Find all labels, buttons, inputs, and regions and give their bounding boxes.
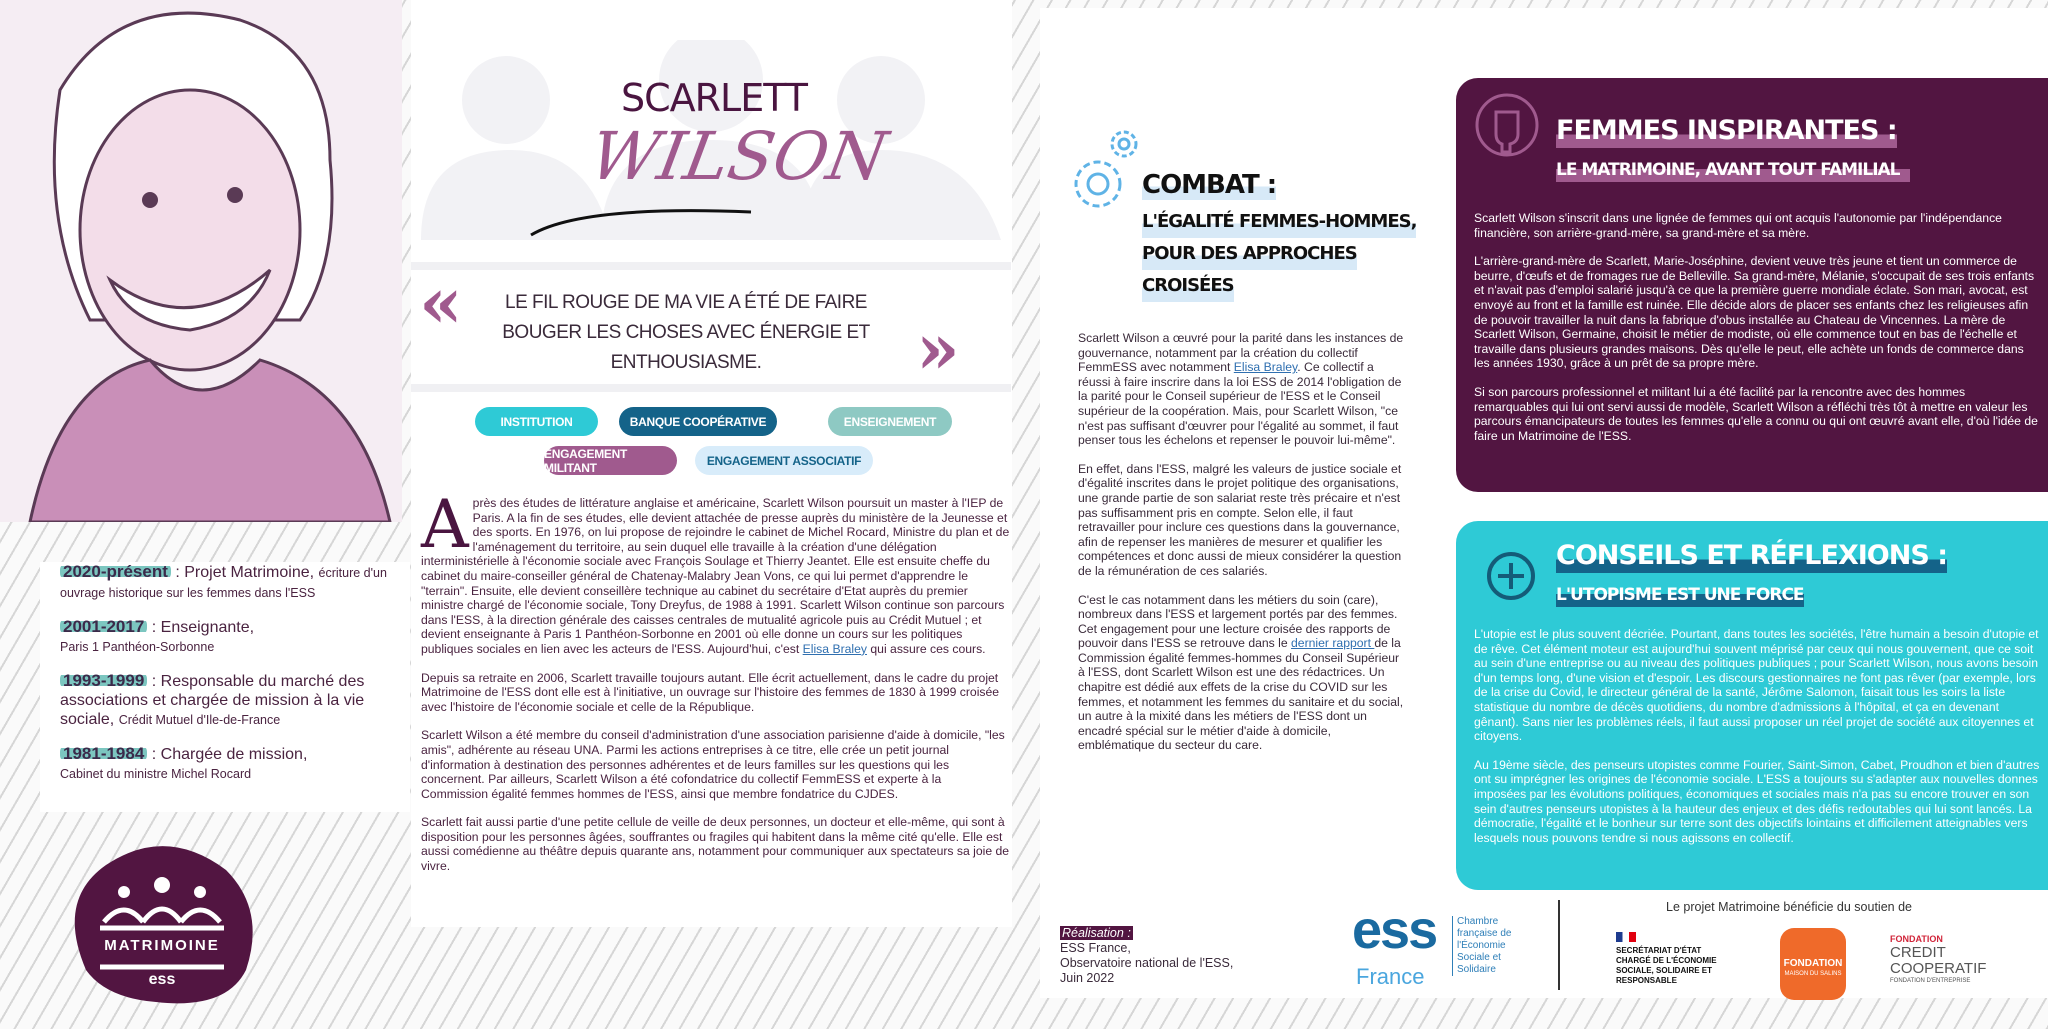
fondation-maison-salins-logo bbox=[1780, 928, 1846, 1000]
timeline-role: Projet Matrimoine, bbox=[184, 564, 315, 581]
bio-paragraph-3: Scarlett Wilson a été membre du conseil d'administration d'une association parisienne d'aide à domicile, "les amis", adhérente au réseau UNA. Parmi les actions entreprises à ce titre, elle crée un petit journal d'information à destination des personnes adhérentes et de leurs familles sur les questions qui les concernent. Par ailleurs, Scarlett Wilson a été cofondatrice du collectif FemmESS et experte à la Commission égalité femmes hommes de l'ESS, ainsi que membre fondatrice du CJDES. bbox=[421, 728, 1005, 801]
ess-logo-description: Chambre française de l'Économie Sociale et Solidaire bbox=[1452, 916, 1517, 976]
combat-subtitle-line: CROISÉES bbox=[1142, 270, 1234, 302]
career-timeline bbox=[40, 562, 410, 812]
footer-divider bbox=[1558, 900, 1560, 990]
combat-subtitle-line: POUR DES APPROCHES bbox=[1142, 238, 1357, 270]
femmes-subtitle: LE MATRIMOINE, AVANT TOUT FAMILIAL bbox=[1556, 158, 1910, 182]
quote-text: LE FIL ROUGE DE MA VIE A ÉTÉ DE FAIRE BOUGER LES CHOSES AVEC ÉNERGIE ET ENTHOUSIASME. bbox=[502, 292, 870, 373]
ess-france-logo bbox=[1352, 902, 1517, 997]
fondation-label: FONDATION bbox=[1783, 958, 1843, 969]
close-quote-icon: » bbox=[916, 307, 960, 390]
underline-swoosh-icon bbox=[521, 200, 761, 240]
timeline-item: 2001-2017 : Enseignante, Paris 1 Panthéon-Sorbonne bbox=[60, 617, 255, 654]
fondation-sub: MAISON DU SALINS bbox=[1784, 971, 1842, 977]
tag-engagement-associatif[interactable]: ENGAGEMENT ASSOCIATIF bbox=[695, 446, 873, 475]
tag-engagement-militant[interactable]: ENGAGEMENT MILITANT bbox=[544, 446, 677, 475]
conseils-title: CONSEILS ET RÉFLEXIONS : bbox=[1556, 540, 1947, 571]
biography-text bbox=[421, 486, 1011, 888]
dernier-rapport-link[interactable]: dernier rapport bbox=[1291, 636, 1375, 651]
center-column bbox=[411, 0, 1012, 927]
plus-circle-icon bbox=[1486, 551, 1536, 601]
secretariat-logo bbox=[1616, 932, 1736, 986]
bio-paragraph-1-end: qui assure ces cours. bbox=[867, 641, 986, 656]
timeline-role: Enseignante, bbox=[160, 619, 255, 636]
timeline-years: 2001-2017 bbox=[60, 617, 147, 636]
first-name: SCARLETT bbox=[621, 76, 807, 120]
femmes-paragraph: L'arrière-grand-mère de Scarlett, Marie-Joséphine, devient veuve très jeune et tient un commerce de beurre, d'œufs et de fromages rue de Belleville. Sa grand-mère, Mélanie, s'occupait de ses trois enfants et n'avait pas d'emploi salarié jusqu'à ce que la première guerre mondiale éclate. Son mari, avocat, est envoyé au front et la famille est ruinée. Elle décide alors de placer ses enfants chez les religieuses afin de pouvoir travailler la nuit dans la fabrique d'obus installée au Chateau de Vincennes. La mère de Scarlett Wilson, Germaine, choisit le métier de modiste, où elle commence tout en bas de l'échelle et travaille dans plusieurs grandes maisons. Dès qu'elle le peut, elle achète un fonds de commerce dans les années 1930, grâce à un prêt de sa propre mère. bbox=[1474, 254, 2035, 371]
timeline-role: Responsable du marché des associations et chargée de mission à la vie sociale, bbox=[60, 673, 365, 728]
credits bbox=[1060, 926, 1233, 986]
last-name: WILSON bbox=[584, 118, 893, 195]
combat-title: COMBAT : bbox=[1142, 170, 1277, 200]
tag-enseignement[interactable]: ENSEIGNEMENT bbox=[828, 407, 952, 436]
combat-paragraph-1-end: . Ce collectif a réussi à faire inscrire dans la loi ESS de 2014 l'obligation de la parité pour le Conseil supérieur de l'ESS et le Conseil supérieur de la coopération. Mais, pour Scarlett Wilson, "ce n'est pas suffisant d'œuvrer pour l'égalité au sommet, il faut penser tous les échelons et repenser le pouvoir lui-même". bbox=[1078, 360, 1402, 448]
combat-paragraph-3-end: de la Commission égalité femmes-hommes du Conseil Supérieur à l'ESS, dont Scarlett Wilson est une des rédactrices. Un chapitre est dédié aux effets de la crise du COVID sur les femmes, et notamment les femmes du sanitaire et du social, un autre à la mixité dans les métiers de l'ESS dont un encadré spécial sur le métier d'aide à domicile, emblématique du secteur du care. bbox=[1078, 636, 1404, 753]
elisa-braley-link[interactable]: Elisa Braley bbox=[802, 641, 867, 656]
raised-fist-icon bbox=[1474, 92, 1540, 158]
timeline-detail: écriture d'un ouvrage historique sur les femmes dans l'ESS bbox=[60, 566, 387, 600]
drop-cap: A bbox=[421, 486, 469, 563]
tag-banque-cooperative[interactable]: BANQUE COOPÉRATIVE bbox=[619, 407, 777, 436]
timeline-item: 2020-présent : Projet Matrimoine, écriture d'un ouvrage historique sur les femmes dans l'ESS bbox=[60, 562, 387, 600]
conseils-paragraph: Au 19ème siècle, des penseurs utopistes comme Fourier, Saint-Simon, Cabet, Proudhon et bien d'autres ont su imprégner les origines de l'économie sociale. L'ESS a toujours su s'adapter aux nouvelles donnes imposées par les évolutions politiques, économiques et sociales mais n'a pas su encore trouver en son sein d'autres penseurs utopistes à la hauteur des enjeux et des défis redoutables qui lui sont lancés. La démocratie, l'égalité et le bonheur sur terre sont des objectifs lointains et difficilement atteignables vers lesquels nous pouvons tendre si nous agissons en collectif. bbox=[1474, 757, 2040, 845]
credits-line: ESS France, bbox=[1060, 941, 1131, 955]
portrait-illustration bbox=[0, 0, 402, 522]
combat-text bbox=[1078, 331, 1404, 767]
timeline-detail: Crédit Mutuel d'Ile-de-France bbox=[118, 713, 281, 727]
open-quote-icon: « bbox=[419, 261, 463, 344]
timeline-item: 1981-1984 : Chargée de mission, Cabinet du ministre Michel Rocard bbox=[60, 744, 308, 781]
femmes-title: FEMMES INSPIRANTES : bbox=[1556, 115, 1897, 146]
credits-date: Juin 2022 bbox=[1060, 971, 1115, 985]
support-label: Le projet Matrimoine bénéficie du soutien de bbox=[1666, 900, 1912, 914]
fondation-label: FONDATION bbox=[1890, 934, 1943, 944]
fondation-sub: FONDATION D'ENTREPRISE bbox=[1890, 978, 1971, 984]
portrait-drawing bbox=[0, 0, 402, 522]
ess-logo-france: France bbox=[1356, 964, 1425, 989]
conseils-paragraph: L'utopie est le plus souvent décriée. Pourtant, dans toutes les sociétés, l'être humain a besoin d'utopie et de rêve. Cet élément moteur est aujourd'hui souvent méprisé par ceux qui nous gouvernent, que ce soit au sein d'une entreprise ou au niveau des politiques publiques ; pour Scarlett Wilson, nous avons besoin d'un temps long, d'une vision et d'espoir. Les discours gestionnaires ne font pas rêver (par exemple, lors de la crise du Covid, le directeur général de la santé, Jérôme Salomon, faisait tous les soirs la liste statistique du nombre de décès quotidiens, du nombre d'admissions à l'hôpital, et ça en devenant gênant). Sans nier les problèmes réels, il faut aussi proposer un réel projet de société aux citoyennes et citoyens. bbox=[1474, 627, 2039, 744]
fondation-credit-cooperatif-logo bbox=[1890, 934, 2010, 985]
credit-cooperatif-name: CREDIT COOPERATIF bbox=[1890, 944, 1987, 977]
secretariat-text: SECRÉTARIAT D'ÉTAT CHARGÉ DE L'ÉCONOMIE SOCIALE, SOLIDAIRE ET RESPONSABLE bbox=[1616, 946, 1717, 985]
timeline-years: 2020-présent bbox=[60, 562, 171, 581]
femmes-paragraph: Si son parcours professionnel et militant lui a été facilité par la rencontre avec des hommes remarquables qui lui ont servi aussi de modèle, Scarlett Wilson a réfléchi très tôt à mettre en valeur les parcours émancipateurs de toutes les femmes qu'elle a connu ou qui ont œuvré avant elle, d'où l'idée de faire un Matrimoine de l'ESS. bbox=[1474, 384, 2038, 443]
credits-line: Observatoire national de l'ESS, bbox=[1060, 956, 1234, 970]
combat-paragraph-1: Scarlett Wilson a œuvré pour la parité dans les instances de gouvernance, notamment par la création du collectif FemmESS avec notamment bbox=[1078, 331, 1404, 375]
bio-paragraph-4: Scarlett fait aussi partie d'une petite cellule de veille de deux personnes, un docteur et elle-même, qui sont à disposition pour les personnes âgées, souffrantes ou fragiles qui habitent dans la même cité qu'elle. Elle est aussi comédienne au théâtre depuis quarante ans, notamment pour communiquer aux spectateurs sa joie de vivre. bbox=[421, 815, 1010, 874]
french-flag-icon bbox=[1616, 932, 1636, 942]
ess-logo-mark: ess bbox=[1352, 900, 1437, 960]
realisation-label: Réalisation : bbox=[1062, 926, 1131, 940]
elisa-braley-link[interactable]: Elisa Braley bbox=[1233, 360, 1298, 375]
logo-title: MATRIMOINE bbox=[104, 937, 220, 954]
combat-heading bbox=[1060, 120, 1420, 302]
combat-paragraph-2: En effet, dans l'ESS, malgré les valeurs de justice sociale et d'égalité inscrites dans le projet politique des organisations, une grande partie de son salariat reste très précaire et n'est pas suffisamment pris en compte. Selon elle, il faut retravailler pour inclure ces questions dans la gouvernance, afin de repenser les manières de mesurer et qualifier les compétences et donc aussi de mieux considérer la question de la rémunération de ces salariés. bbox=[1078, 461, 1402, 578]
tag-institution[interactable]: INSTITUTION bbox=[475, 407, 598, 436]
matrimoine-logo bbox=[66, 840, 258, 1005]
quote-block bbox=[411, 262, 1011, 392]
bio-paragraph-2: Depuis sa retraite en 2006, Scarlett travaille toujours autant. Elle écrit actuellement, dans le cadre du projet Matrimoine de l'ESS dont elle est à l'initiative, un ouvrage sur l'histoire des femmes de 1830 à 1999 croisée avec l'histoire de l'économie sociale et celle de la République. bbox=[421, 670, 1000, 714]
conseils-box bbox=[1456, 521, 2048, 890]
conseils-text bbox=[1474, 627, 2040, 859]
timeline-item: 1993-1999 : Responsable du marché des associations et chargée de mission à la vie sociale, Crédit Mutuel d'Ile-de-France bbox=[60, 671, 365, 728]
femmes-text bbox=[1474, 211, 2040, 457]
timeline-detail: Paris 1 Panthéon-Sorbonne bbox=[60, 640, 215, 654]
conseils-subtitle: L'UTOPISME EST UNE FORCE bbox=[1556, 585, 1804, 605]
bio-paragraph-1: près des études de littérature anglaise et américaine, Scarlett Wilson poursuit un master à l'IEP de Paris. A la fin de ses études, elle devient attachée de presse auprès du ministère de la Jeunesse et des sports. En 1976, on lui propose de rejoindre le cabinet de Michel Rocard, Ministre du plan et de l'aménagement du territoire, au sein duquel elle travaille à la création d'une délégation interministérielle à l'économie sociale avec François Soulage et Thierry Jeantet. Elle est ensuite cheffe du cabinet du maire-conseiller général de Chatenay-Malabry Jean Vons, ce qui lui permet d'apprendre le "terrain". Ensuite, elle devient conseillère technique au cabinet du secrétaire d'Etat auprès du premier ministre chargé de l'économie sociale, Tony Dreyfus, de 1988 à 1991. Scarlett Wilson continue son parcours dans l'ESS, à la direction générale des caisses centrales de mutualité agricole puis au Crédit Mutuel ; et devient enseignante à Paris 1 Panthéon-Sorbonne en 2001 où elle donne un cours sur les politiques publiques sociales en lien avec les acteurs de l'ESS. Aujourd'hui, c'est bbox=[421, 496, 1010, 656]
logo-subtitle: ess bbox=[148, 971, 176, 988]
timeline-years: 1993-1999 bbox=[60, 671, 147, 690]
combat-paragraph-3: C'est le cas notamment dans les métiers du soin (care), nombreux dans l'ESS et largement portés par des femmes. Cet engagement pour une lecture croisée des rapports de pouvoir dans l'ESS se retrouve dans le bbox=[1078, 592, 1398, 651]
timeline-detail: Cabinet du ministre Michel Rocard bbox=[60, 767, 252, 781]
femmes-inspirantes-box bbox=[1456, 78, 2048, 492]
combat-subtitle-line: L'ÉGALITÉ FEMMES-HOMMES, bbox=[1142, 206, 1416, 238]
timeline-years: 1981-1984 bbox=[60, 744, 147, 763]
timeline-role: Chargée de mission, bbox=[160, 746, 308, 763]
femmes-paragraph: Scarlett Wilson s'inscrit dans une lignée de femmes qui ont acquis l'autonomie par l'indépendance financière, son arrière-grand-mère, sa grand-mère et sa mère. bbox=[1474, 211, 2002, 240]
